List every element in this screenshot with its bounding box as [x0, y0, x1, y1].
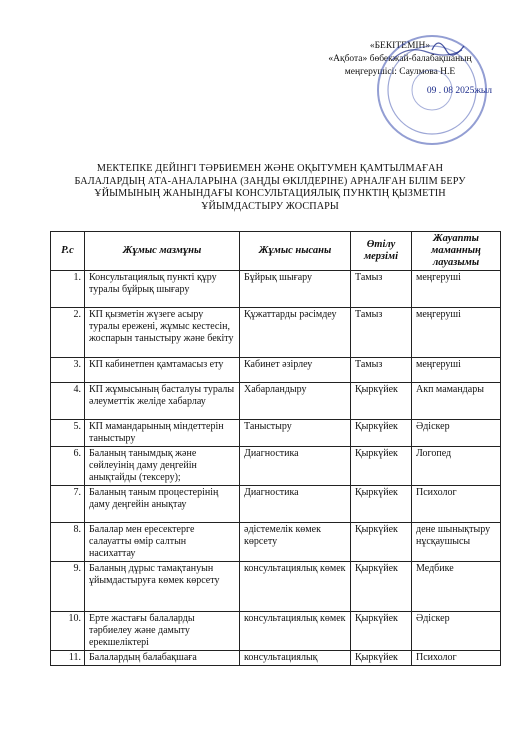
cell-responsible: меңгеруші — [412, 308, 501, 358]
cell-num: 8. — [51, 523, 85, 562]
table-row — [51, 651, 501, 666]
stamp-seal — [372, 30, 492, 150]
cell-content: КП кабинетпен қамтамасыз ету — [85, 358, 240, 383]
cell-form: Хабарландыру — [240, 383, 351, 420]
cell-num: 6. — [51, 447, 85, 486]
cell-form: консультациялық көмек — [240, 562, 351, 612]
cell-period: Қыркүйек — [351, 651, 412, 666]
cell-period: Тамыз — [351, 308, 412, 358]
header-period: Өтілу мерзімі — [351, 232, 412, 271]
cell-content: Ерте жастағы балаларды тәрбиелеу және дамыту ерекшеліктері — [85, 612, 240, 651]
table-row — [51, 383, 501, 420]
cell-form: Бұйрық шығару — [240, 271, 351, 308]
cell-responsible: Әдіскер — [412, 612, 501, 651]
table-row — [51, 358, 501, 383]
approval-date: 09 . 08 2025жыл — [426, 86, 492, 96]
title-line-2: БАЛАЛАРДЫҢ АТА-АНАЛАРЫНА (ЗАҢДЫ ӨКІЛДЕРІНЕ) АРНАЛҒАН БІЛІМ БЕРУ — [74, 175, 466, 187]
cell-period: Қыркүйек — [351, 562, 412, 612]
cell-content: Консультациялық пункті құру туралы бұйрық шығару — [85, 271, 240, 308]
document-title — [40, 163, 500, 213]
title-line-3: ҰЙЫМЫНЫҢ ЖАНЫНДАҒЫ КОНСУЛЬТАЦИЯЛЫҚ ПУНКТІҢ ҚЫЗМЕТІН — [94, 188, 446, 200]
title-line-1: МЕКТЕПКЕ ДЕЙІНГІ ТӘРБИЕМЕН ЖӘНЕ ОҚЫТУМЕН ҚАМТЫЛМАҒАН — [96, 163, 444, 174]
cell-num: 11. — [51, 651, 85, 666]
cell-period: Қыркүйек — [351, 486, 412, 523]
cell-responsible: Әдіскер — [412, 420, 501, 447]
cell-content: КП мамандарының міндеттерін таныстыру — [85, 420, 240, 447]
table-row — [51, 523, 501, 562]
plan-table — [50, 231, 501, 666]
approval-heading: «БЕКІТЕМІН» — [369, 41, 431, 51]
cell-content: Баланың дұрыс тамақтануын ұйымдастыруға көмек көрсету — [85, 562, 240, 612]
cell-period: Қыркүйек — [351, 383, 412, 420]
cell-form: Диагностика — [240, 447, 351, 486]
cell-responsible: Акп мамандары — [412, 383, 501, 420]
cell-num: 2. — [51, 308, 85, 358]
cell-num: 3. — [51, 358, 85, 383]
cell-content: Балалардың балабақшаға — [85, 651, 240, 666]
cell-form: Диагностика — [240, 486, 351, 523]
cell-responsible: Логопед — [412, 447, 501, 486]
cell-responsible: меңгеруші — [412, 358, 501, 383]
cell-content: КП жұмысының басталуы туралы әлеуметтік желіде хабарлау — [85, 383, 240, 420]
cell-form: консультациялық — [240, 651, 351, 666]
cell-num: 1. — [51, 271, 85, 308]
cell-period: Қыркүйек — [351, 523, 412, 562]
approval-head: меңгерушісі: Саулмова Н.Е — [344, 67, 456, 77]
cell-period: Тамыз — [351, 358, 412, 383]
cell-num: 5. — [51, 420, 85, 447]
cell-responsible: Медбике — [412, 562, 501, 612]
cell-form: консультациялық көмек — [240, 612, 351, 651]
cell-num: 7. — [51, 486, 85, 523]
cell-form: Таныстыру — [240, 420, 351, 447]
table-row — [51, 447, 501, 486]
cell-content: КП қызметін жүзеге асыру туралы ережені, жұмыс кестесін, жоспарын таныстыру және бекіту — [85, 308, 240, 358]
header-form: Жұмыс нысаны — [240, 232, 351, 271]
table-row — [51, 612, 501, 651]
title-line-4: ҰЙЫМДАСТЫРУ ЖОСПАРЫ — [201, 200, 339, 212]
approval-org: «Ақбота» бөбекжай-балабақшаның — [328, 54, 472, 64]
cell-responsible: Психолог — [412, 486, 501, 523]
cell-form: әдістемелік көмек көрсету — [240, 523, 351, 562]
cell-period: Қыркүйек — [351, 447, 412, 486]
table-row — [51, 271, 501, 308]
cell-content: Баланың таным процестерінің даму деңгейін анықтау — [85, 486, 240, 523]
table-row — [51, 308, 501, 358]
header-responsible: Жауапты маманның лауазымы — [412, 232, 501, 271]
cell-form: Құжаттарды рәсімдеу — [240, 308, 351, 358]
cell-period: Тамыз — [351, 271, 412, 308]
cell-responsible: дене шынықтыру нұсқаушысы — [412, 523, 501, 562]
header-content: Жұмыс мазмұны — [85, 232, 240, 271]
table-row — [51, 420, 501, 447]
cell-responsible: меңгеруші — [412, 271, 501, 308]
cell-num: 9. — [51, 562, 85, 612]
table-header-row — [51, 232, 501, 271]
cell-responsible: Психолог — [412, 651, 501, 666]
cell-period: Қыркүйек — [351, 612, 412, 651]
table-row — [51, 562, 501, 612]
table-row — [51, 486, 501, 523]
header-num: Р.с — [51, 232, 85, 271]
cell-content: Баланың танымдық және сөйлеуінің даму деңгейін анықтайды (тексеру); — [85, 447, 240, 486]
cell-period: Қыркүйек — [351, 420, 412, 447]
cell-num: 4. — [51, 383, 85, 420]
cell-form: Кабинет әзірлеу — [240, 358, 351, 383]
cell-content: Балалар мен ересектерге салауатты өмір салтын насихаттау — [85, 523, 240, 562]
cell-num: 10. — [51, 612, 85, 651]
